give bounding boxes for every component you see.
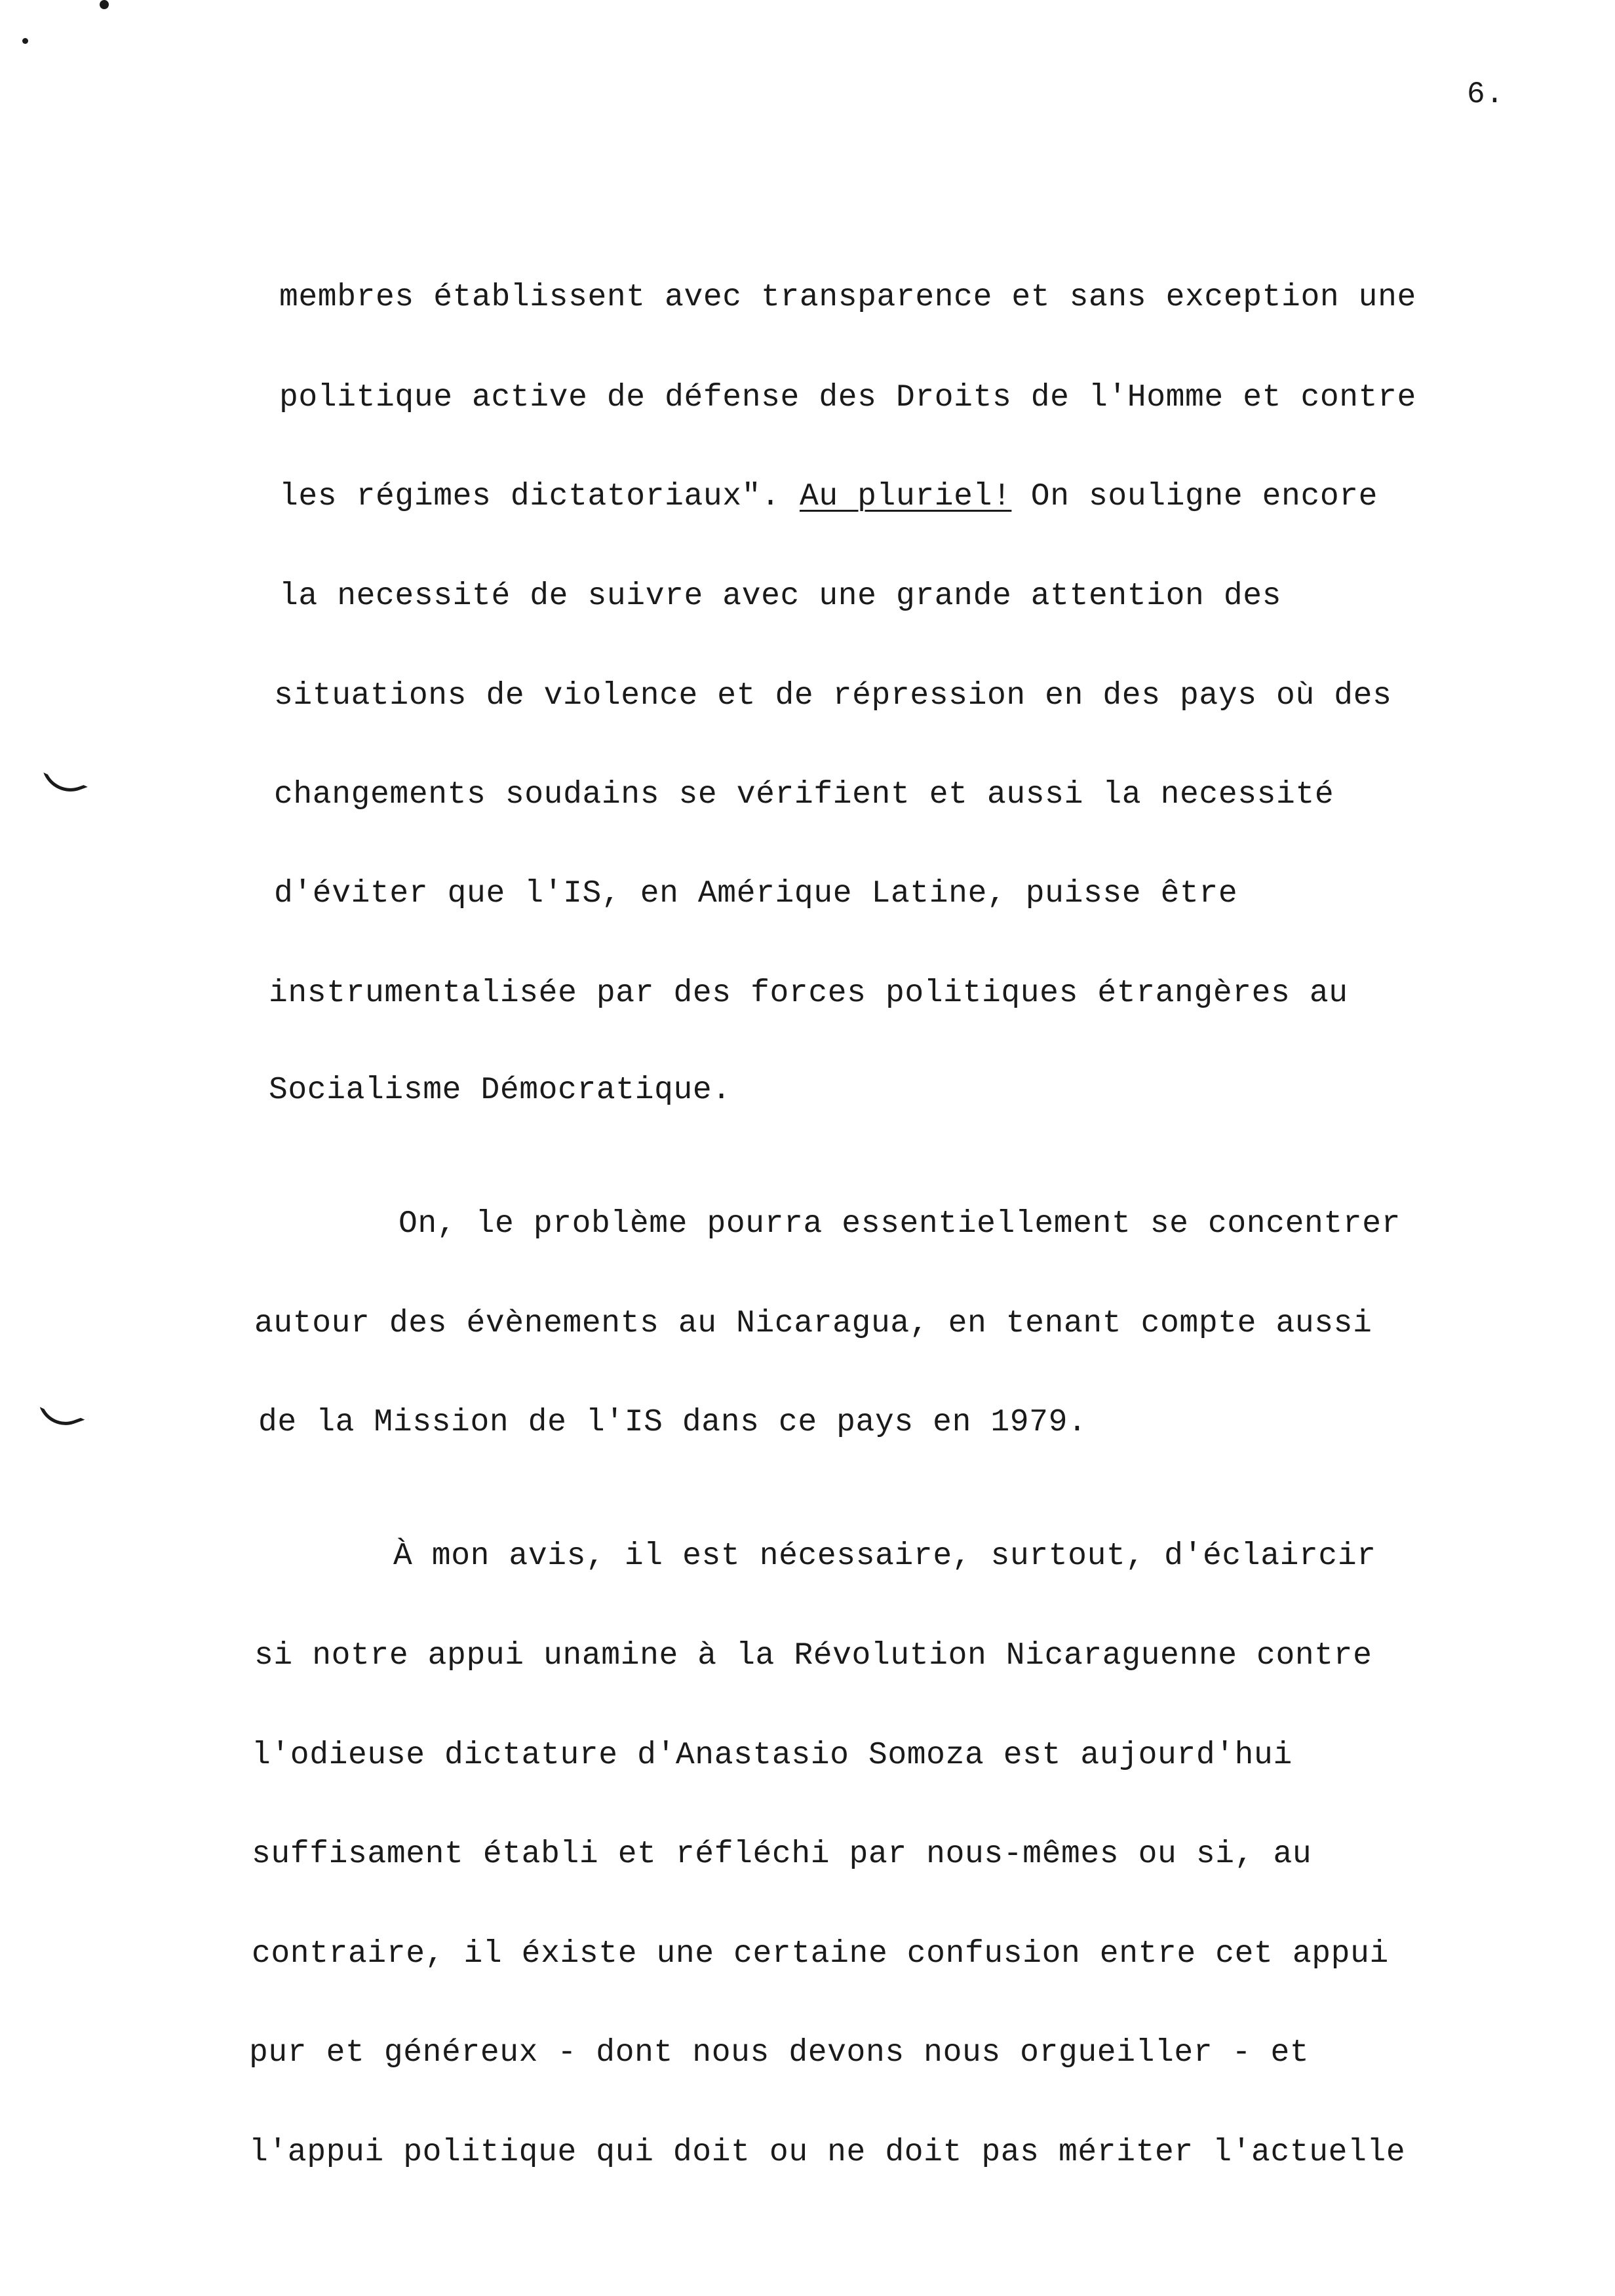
text-line: changements soudains se vérifient et aussi la necessité: [274, 777, 1334, 813]
text-line: Socialisme Démocratique.: [269, 1073, 731, 1108]
scan-speck: [100, 0, 109, 9]
text-line: l'odieuse dictature d'Anastasio Somoza est aujourd'hui: [252, 1738, 1293, 1773]
text-line: [279, 477, 1378, 516]
text-segment: On souligne encore: [1030, 479, 1378, 514]
margin-mark: [40, 1394, 85, 1432]
text-segment: les régimes dictatoriaux".: [279, 479, 781, 514]
text-line: suffisament établi et réfléchi par nous-mêmes ou si, au: [252, 1837, 1312, 1872]
text-line: de la Mission de l'IS dans ce pays en 1979.: [258, 1405, 1087, 1440]
text-line: pur et généreux - dont nous devons nous orgueiller - et: [249, 2035, 1310, 2071]
text-line: d'éviter que l'IS, en Amérique Latine, puisse être: [274, 876, 1238, 911]
text-line: politique active de défense des Droits de l'Homme et contre: [279, 380, 1416, 415]
text-line: À mon avis, il est nécessaire, surtout, d'éclaircir: [393, 1539, 1376, 1574]
underlined-emphasis: Au pluriel!: [799, 479, 1012, 514]
text-line: contraire, il éxiste une certaine confusion entre cet appui: [252, 1936, 1389, 1972]
text-line: la necessité de suivre avec une grande attention des: [279, 579, 1282, 614]
text-line: situations de violence et de répression en des pays où des: [274, 678, 1392, 714]
page-number: 6.: [1467, 77, 1505, 111]
text-line: autour des évènements au Nicaragua, en tenant compte aussi: [254, 1306, 1372, 1341]
margin-mark: [43, 760, 88, 799]
text-line: l'appui politique qui doit ou ne doit pas mériter l'actuelle: [249, 2135, 1406, 2170]
text-line: si notre appui unamine à la Révolution Nicaraguenne contre: [254, 1638, 1372, 1674]
scan-speck: [22, 38, 28, 44]
text-line: membres établissent avec transparence et sans exception une: [279, 280, 1416, 315]
text-line: instrumentalisée par des forces politiques étrangères au: [269, 976, 1348, 1011]
text-line: On, le problème pourra essentiellement se concentrer: [399, 1206, 1401, 1242]
